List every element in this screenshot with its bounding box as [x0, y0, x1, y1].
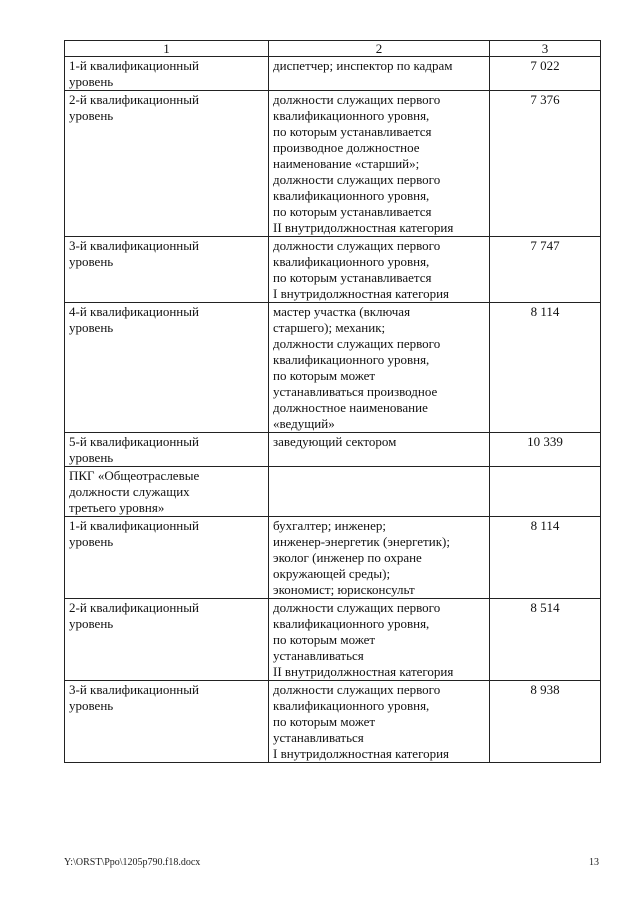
qualification-level-cell-line: 1-й квалификационный	[69, 518, 199, 533]
salary-cell: 7 747	[490, 237, 601, 303]
salary-table	[64, 40, 601, 763]
positions-cell-line: по которым может	[273, 632, 376, 647]
qualification-level-cell-line: уровень	[69, 254, 114, 269]
positions-cell-line: эколог (инженер по охране	[273, 550, 422, 565]
positions-cell-line: должности служащих первого	[273, 600, 441, 615]
qualification-level-cell-line: 5-й квалификационный	[69, 434, 199, 449]
salary-cell: 8 514	[490, 599, 601, 681]
qualification-level-cell-line: 3-й квалификационный	[69, 682, 199, 697]
positions-cell-line: II внутридолжностная категория	[273, 220, 454, 235]
positions-cell-line: окружающей среды);	[273, 566, 391, 581]
positions-cell-line: квалификационного уровня,	[273, 698, 430, 713]
table-row	[65, 91, 601, 237]
column-header-2: 2	[269, 41, 490, 57]
positions-cell	[269, 57, 490, 91]
qualification-level-cell-line: 3-й квалификационный	[69, 238, 199, 253]
qualification-level-cell	[65, 303, 269, 433]
positions-cell	[269, 237, 490, 303]
positions-cell-line: квалификационного уровня,	[273, 188, 430, 203]
qualification-level-cell-line: уровень	[69, 616, 114, 631]
positions-cell-line: должностное наименование	[273, 400, 428, 415]
positions-cell-line: инженер-энергетик (энергетик);	[273, 534, 450, 549]
table-row	[65, 303, 601, 433]
positions-cell-line: квалификационного уровня,	[273, 254, 430, 269]
positions-cell-line: диспетчер; инспектор по кадрам	[273, 58, 453, 73]
qualification-level-cell	[65, 517, 269, 599]
positions-cell-line: должности служащих первого	[273, 238, 441, 253]
qualification-level-cell-line: 2-й квалификационный	[69, 600, 199, 615]
salary-cell: 10 339	[490, 433, 601, 467]
positions-cell-line: квалификационного уровня,	[273, 108, 430, 123]
positions-cell-line: по которым устанавливается	[273, 204, 432, 219]
positions-cell	[269, 303, 490, 433]
column-header-1: 1	[65, 41, 269, 57]
qualification-level-cell	[65, 91, 269, 237]
positions-cell-line: I внутридолжностная категория	[273, 286, 450, 301]
table-row	[65, 57, 601, 91]
positions-cell-line: должности служащих первого	[273, 92, 441, 107]
salary-cell: 8 938	[490, 681, 601, 763]
positions-cell-line: устанавливаться	[273, 648, 364, 663]
positions-cell-line: квалификационного уровня,	[273, 352, 430, 367]
qualification-level-cell-line: уровень	[69, 698, 114, 713]
positions-cell-line: заведующий сектором	[273, 434, 397, 449]
salary-cell: 7 022	[490, 57, 601, 91]
positions-cell-line: должности служащих первого	[273, 172, 441, 187]
table-body	[65, 57, 601, 763]
footer-file-path: Y:\ORST\Ppo\1205p790.f18.docx	[64, 857, 201, 868]
positions-cell-line: квалификационного уровня,	[273, 616, 430, 631]
qualification-level-cell-line: третьего уровня»	[69, 500, 165, 515]
table-row	[65, 517, 601, 599]
positions-cell-line: бухгалтер; инженер;	[273, 518, 386, 533]
qualification-level-cell-line: 2-й квалификационный	[69, 92, 199, 107]
positions-cell-line: I внутридолжностная категория	[273, 746, 450, 761]
footer-page-number: 13	[589, 857, 599, 868]
salary-cell	[490, 467, 601, 517]
qualification-level-cell-line: уровень	[69, 108, 114, 123]
positions-cell-line: по которым устанавливается	[273, 270, 432, 285]
qualification-level-cell	[65, 57, 269, 91]
column-header-3: 3	[490, 41, 601, 57]
positions-cell-line: должности служащих первого	[273, 682, 441, 697]
qualification-level-cell-line: уровень	[69, 450, 114, 465]
qualification-level-cell-line: 1-й квалификационный	[69, 58, 199, 73]
qualification-level-cell-line: должности служащих	[69, 484, 190, 499]
positions-cell-line: должности служащих первого	[273, 336, 441, 351]
table-row	[65, 433, 601, 467]
qualification-level-cell-line: 4-й квалификационный	[69, 304, 199, 319]
table-row	[65, 237, 601, 303]
positions-cell-line: устанавливаться	[273, 730, 364, 745]
qualification-level-cell	[65, 467, 269, 517]
table-row	[65, 681, 601, 763]
positions-cell	[269, 91, 490, 237]
positions-cell-line: наименование «старший»;	[273, 156, 420, 171]
positions-cell	[269, 517, 490, 599]
positions-cell-line: по которым устанавливается	[273, 124, 432, 139]
positions-cell-line: экономист; юрисконсульт	[273, 582, 415, 597]
positions-cell-line: старшего); механик;	[273, 320, 386, 335]
positions-cell-line: по которым может	[273, 368, 376, 383]
header-row	[65, 41, 601, 57]
qualification-level-cell-line: уровень	[69, 534, 114, 549]
qualification-level-cell	[65, 681, 269, 763]
positions-cell	[269, 433, 490, 467]
positions-cell-line: мастер участка (включая	[273, 304, 411, 319]
positions-cell	[269, 599, 490, 681]
positions-cell-line: устанавливаться производное	[273, 384, 438, 399]
qualification-level-cell-line: уровень	[69, 74, 114, 89]
salary-cell: 8 114	[490, 517, 601, 599]
salary-cell: 7 376	[490, 91, 601, 237]
positions-cell-line: по которым может	[273, 714, 376, 729]
table-row	[65, 467, 601, 517]
positions-cell-line: «ведущий»	[273, 416, 335, 431]
positions-cell	[269, 681, 490, 763]
table-row	[65, 599, 601, 681]
qualification-level-cell-line: ПКГ «Общеотраслевые	[69, 468, 200, 483]
qualification-level-cell	[65, 237, 269, 303]
qualification-level-cell-line: уровень	[69, 320, 114, 335]
positions-cell-line: II внутридолжностная категория	[273, 664, 454, 679]
qualification-level-cell	[65, 433, 269, 467]
salary-cell: 8 114	[490, 303, 601, 433]
qualification-level-cell	[65, 599, 269, 681]
positions-cell-line: производное должностное	[273, 140, 420, 155]
positions-cell	[269, 467, 490, 517]
